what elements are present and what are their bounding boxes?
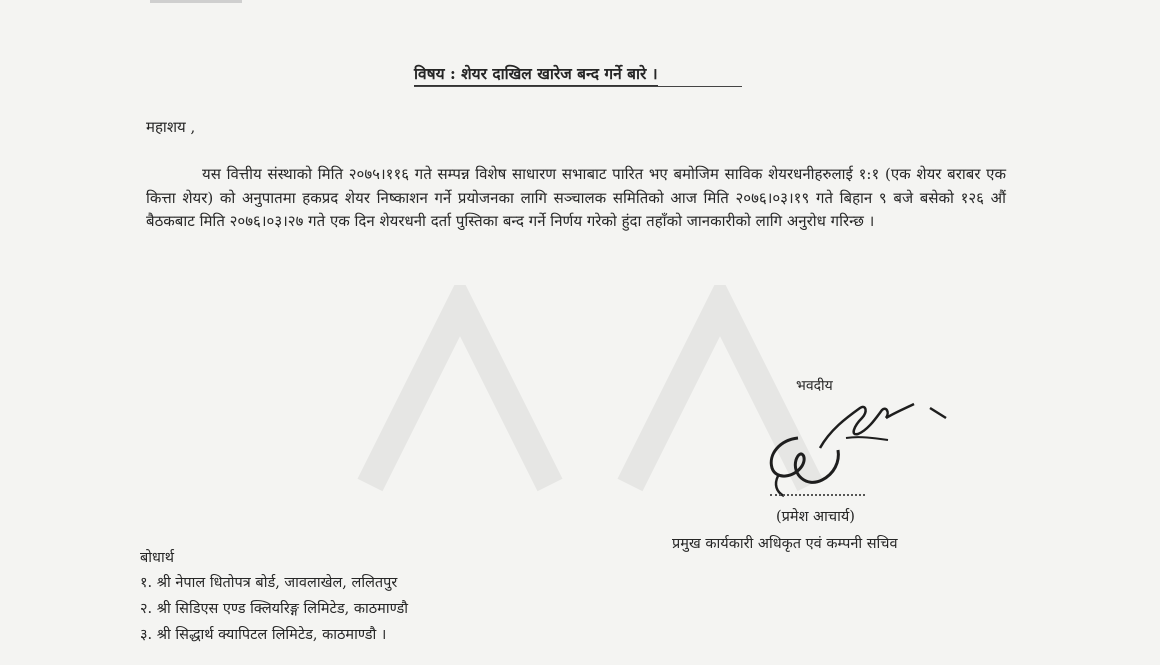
letter-subject: विषय : शेयर दाखिल खारेज बन्द गर्ने बारे । — [414, 62, 658, 86]
letter-body: यस वित्तीय संस्थाको मिति २०७५।११६ गते सम्पन्न विशेष साधारण सभाबाट पारित भए बमोजिम साविक शेयरधनीहरुलाई १:१ (एक शेयर बराबर एक कित्ता शेयर) को अनुपातमा हकप्रद शेयर निष्काशन गर्ने प्रयोजनका लागि सञ्चालक समितिको आज मिति २०७६।०३।१९ गते बिहान ९ बजे बसेको १२६ औं बैठकबाट मिति २०७६।०३।२७ गते एक दिन शेयरधनी दर्ता पुस्तिका बन्द गर्ने निर्णय गरेको हुंदा तहाँको जानकारीको लागि अनुरोध गरिन्छ । — [146, 165, 1006, 230]
salutation: महाशय , — [146, 118, 196, 136]
cc-list-item: १. श्री नेपाल धितोपत्र बोर्ड, जावलाखेल, ललितपुर — [140, 575, 398, 591]
signer-title: प्रमुख कार्यकारी अधिकृत एवं कम्पनी सचिव — [672, 536, 898, 552]
signer-name: (प्रमेश आचार्य) — [776, 509, 855, 525]
cc-list-item: ३. श्री सिद्धार्थ क्यापिटल लिमिटेड, काठमाण्डौ । — [140, 627, 387, 643]
signature-line — [770, 494, 865, 496]
handwritten-signature — [750, 378, 950, 508]
subject-underline — [414, 86, 742, 90]
cc-list — [140, 572, 408, 650]
top-edge-mark — [150, 0, 242, 3]
closing-text: भवदीय — [796, 378, 833, 394]
cc-list-item: २. श्री सिडिएस एण्ड क्लियरिङ्ग लिमिटेड, काठमाण्डौ — [140, 601, 408, 617]
cc-heading: बोधार्थ — [140, 550, 174, 566]
